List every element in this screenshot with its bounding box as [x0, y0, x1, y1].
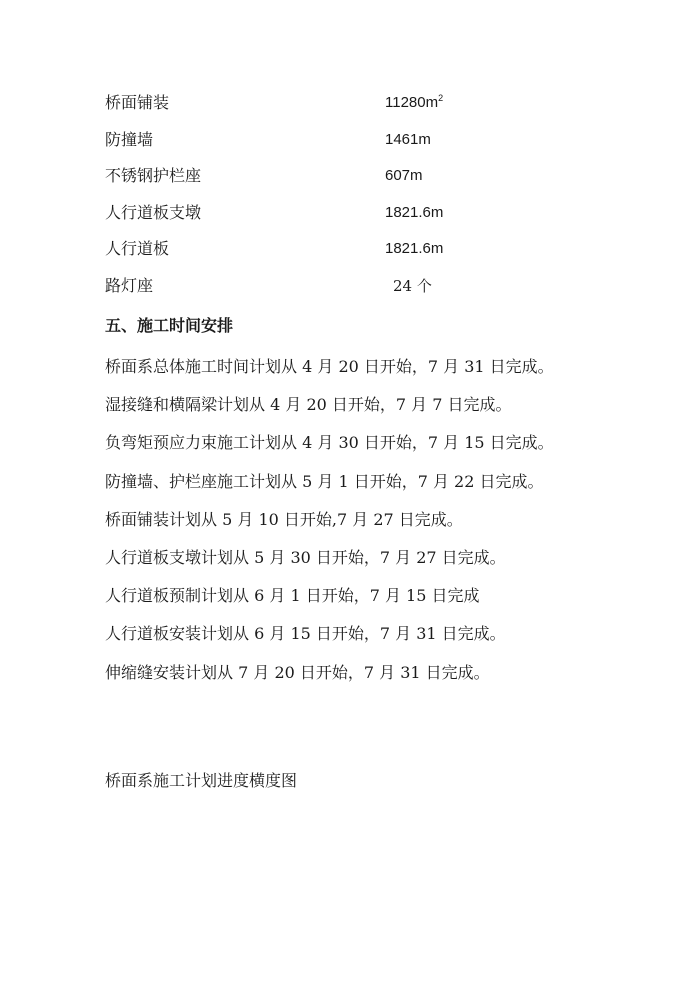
quantity-row: [105, 234, 605, 271]
quantity-name: 桥面铺装: [105, 93, 170, 112]
quantity-name: 路灯座: [105, 275, 154, 295]
schedule-item: 桥面铺装计划从 5 月 10 日开始,7 月 27 日完成。: [105, 509, 463, 529]
quantity-row: [105, 125, 605, 162]
schedule-item: 伸缩缝安装计划从 7 月 20 日开始，7 月 31 日完成。: [105, 662, 490, 682]
quantity-value: 607m: [385, 167, 423, 185]
quantity-value: 1821.6m: [385, 203, 444, 221]
quantity-row: [105, 88, 605, 125]
quantity-name: 防撞墙: [105, 129, 154, 149]
schedule-item: 人行道板预制计划从 6 月 1 日开始，7 月 15 日完成: [105, 586, 480, 606]
quantity-value: 24 个: [393, 276, 432, 295]
schedule-item: 桥面系总体施工时间计划从 4 月 20 日开始，7 月 31 日完成。: [105, 357, 554, 376]
schedule-item: 人行道板安装计划从 6 月 15 日开始，7 月 31 日完成。: [105, 624, 506, 644]
quantity-name: 人行道板: [105, 239, 170, 259]
quantity-name: 不锈钢护栏座: [105, 166, 202, 186]
quantity-row: [105, 271, 605, 308]
schedule-list: [105, 352, 665, 696]
quantity-value: 1821.6m: [385, 240, 444, 258]
quantity-table: [105, 88, 605, 308]
quantity-value: 1461m: [385, 130, 431, 148]
quantity-name: 人行道板支墩: [105, 202, 202, 222]
quantity-row: [105, 198, 605, 235]
unit-superscript: 2: [438, 93, 444, 103]
schedule-item: 人行道板支墩计划从 5 月 30 日开始，7 月 27 日完成。: [105, 547, 506, 567]
schedule-item: 湿接缝和横隔梁计划从 4 月 20 日开始，7 月 7 日完成。: [105, 395, 512, 415]
figure-caption: 桥面系施工计划进度横度图: [105, 771, 298, 790]
section-heading: 五、施工时间安排: [105, 316, 234, 335]
schedule-item: 防撞墙、护栏座施工计划从 5 月 1 日开始，7 月 22 日完成。: [105, 471, 544, 491]
quantity-value: $11280m^2$: [385, 93, 444, 111]
quantity-row: [105, 161, 605, 198]
schedule-item: 负弯矩预应力束施工计划从 4 月 30 日开始，7 月 15 日完成。: [105, 433, 554, 453]
